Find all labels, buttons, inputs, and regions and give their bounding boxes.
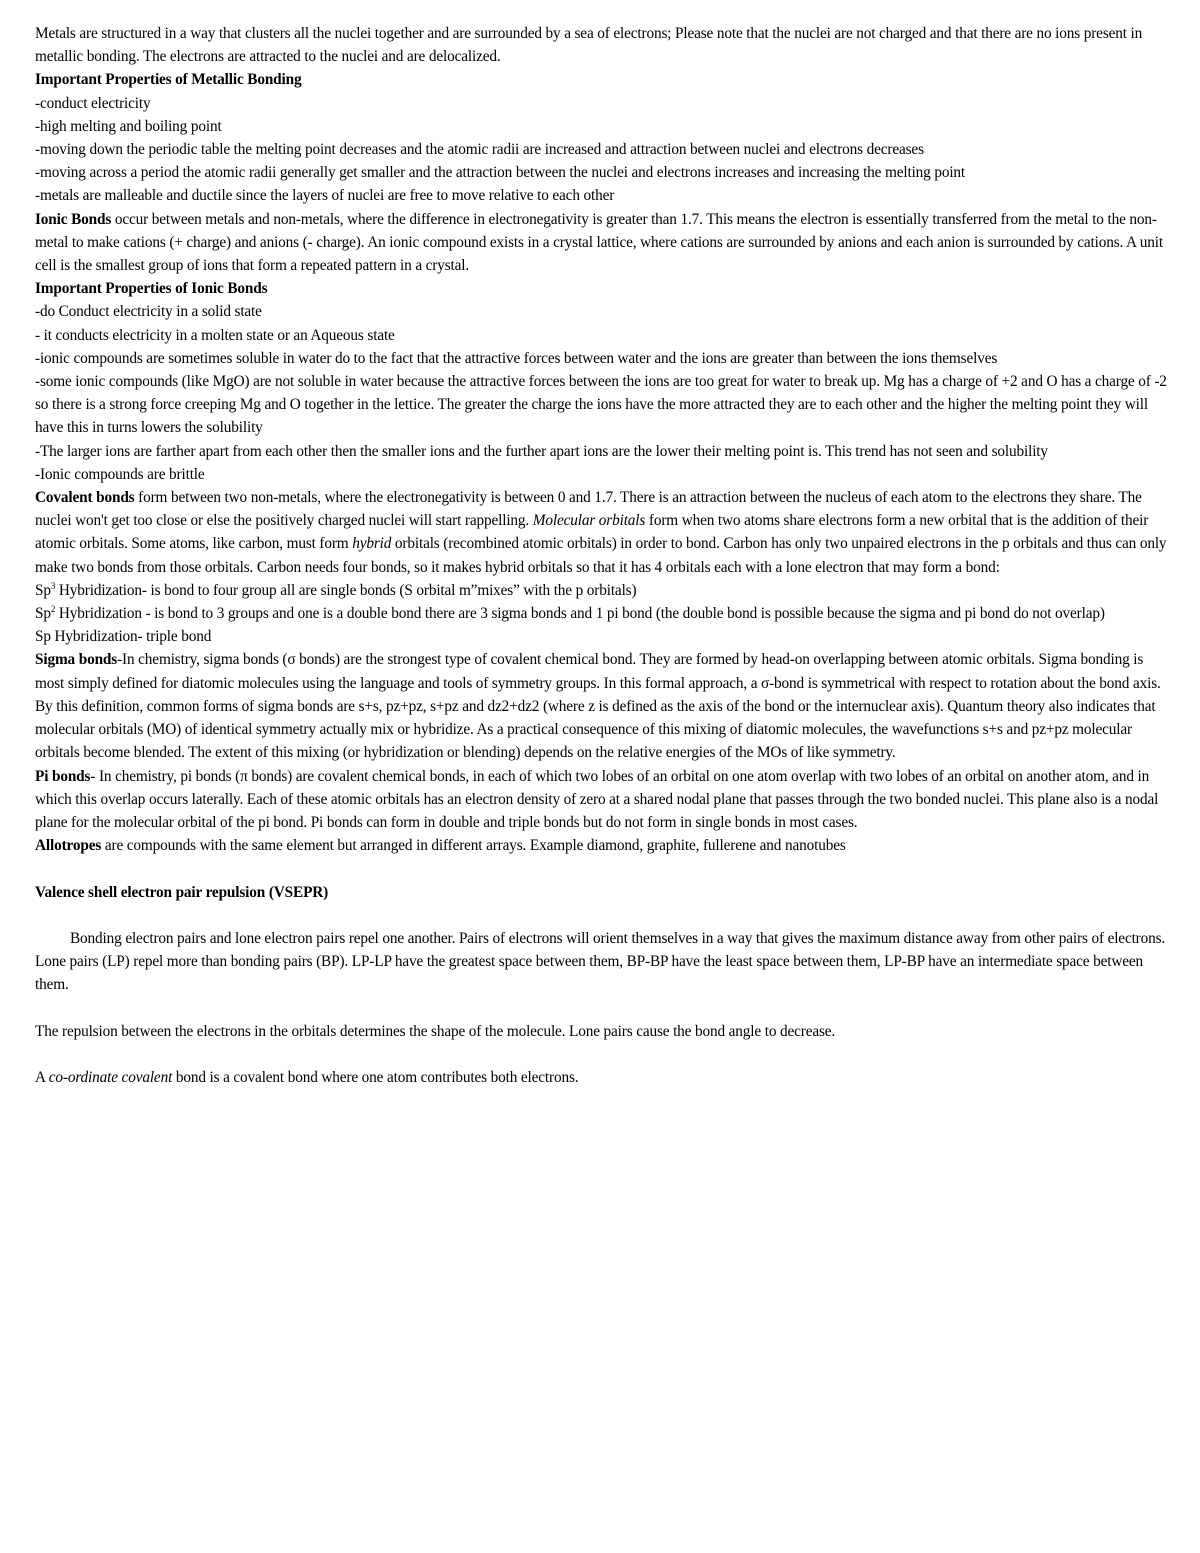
repulsion-paragraph: The repulsion between the electrons in the orbitals determines the shape of the molecule. Lone pairs cause the bond angle to decrease. xyxy=(35,1022,836,1040)
pi-term: Pi bonds xyxy=(35,767,91,785)
metallic-prop: -conduct electricity xyxy=(35,94,151,112)
spacer xyxy=(35,997,1167,1020)
vsepr-paragraph: Bonding electron pairs and lone electron pairs repel one another. Pairs of electrons will orient themselves in a way that gives the maximum distance away from other pairs of electrons. Lone pairs (LP) repel more than bonding pairs (BP). LP-LP have the greatest space between them, BP-BP have the least space between them, LP-BP have an intermediate space between them. xyxy=(35,929,1166,994)
allotropes-term: Allotropes xyxy=(35,837,102,855)
spacer xyxy=(35,857,1167,880)
sp3-line: Sp$^3$ Hybridization- is bond to four group all are single bonds (S orbital m”mixes” with the p orbitals) xyxy=(35,580,637,599)
metallic-prop: -moving down the periodic table the melting point decreases and the atomic radii are increased and attraction between nuclei and electrons decreases xyxy=(35,141,924,159)
metals-intro: Metals are structured in a way that clusters all the nuclei together and are surrounded by a sea of electrons; Please note that the nuclei are not charged and that there are no ions present in metallic bonding. The electrons are attracted to the nuclei and are delocalized. xyxy=(35,25,1143,66)
ionic-prop: -The larger ions are farther apart from each other then the smaller ions and the further apart ions are the lower their melting point is. This trend has not seen and solubility xyxy=(35,442,1048,460)
sigma-bonds-paragraph: Sigma bonds-In chemistry, sigma bonds (σ bonds) are the strongest type of covalent chemical bond. They are formed by head-on overlapping between atomic orbitals. Sigma bonding is most simply defined for diatomic molecules using the language and tools of symmetry groups. In this formal approach, a σ-bond is symmetrical with respect to rotation about the bond axis. By this definition, common forms of sigma bonds are s+s, pz+pz, s+pz and dz2+dz2 (where z is defined as the axis of the bond or the internuclear axis). Quantum theory also indicates that molecular orbitals (MO) of identical symmetry actually mix or hybridize. As a practical consequence of this mixing of diatomic molecules, the wavefunctions s+s and pz+pz molecular orbitals become blended. The extent of this mixing (or hybridization or blending) depends on the relative energies of the MOs of like symmetry. xyxy=(35,651,1161,762)
covalent-term: Covalent bonds xyxy=(35,489,135,507)
sp2-line: Sp$^2$ Hybridization - is bond to 3 groups and one is a double bond there are 3 sigma bonds and 1 pi bond (the double bond is possible because the sigma and pi bond do not overlap) xyxy=(35,604,1105,623)
metallic-heading: Important Properties of Metallic Bonding xyxy=(35,71,302,89)
coordinate-covalent-paragraph: A co-ordinate covalent bond is a covalent bond where one atom contributes both electrons. xyxy=(35,1069,579,1087)
sigma-term: Sigma bonds xyxy=(35,651,118,669)
metallic-prop: -metals are malleable and ductile since the layers of nuclei are free to move relative to each other xyxy=(35,187,615,205)
ionic-prop: -ionic compounds are sometimes soluble in water do to the fact that the attractive forces between water and the ions are greater than between the ions themselves xyxy=(35,349,998,367)
ionic-prop: -Ionic compounds are brittle xyxy=(35,465,205,483)
ionic-prop: - it conducts electricity in a molten state or an Aqueous state xyxy=(35,326,395,344)
ionic-prop: -do Conduct electricity in a solid state xyxy=(35,303,262,321)
ionic-heading: Important Properties of Ionic Bonds xyxy=(35,280,268,298)
spacer xyxy=(35,1043,1167,1066)
spacer xyxy=(35,904,1167,927)
covalent-bonds-paragraph: Covalent bonds form between two non-metals, where the electronegativity is between 0 and 1.7. There is an attraction between the nucleus of each atom to the electrons they share. The nuclei won't get too close or else the positively charged nuclei will start rappelling. Molecular orbitals form when two atoms share electrons form a new orbital that is the addition of their atomic orbitals. Some atoms, like carbon, must form hybrid orbitals (recombined atomic orbitals) in order to bond. Carbon has only two unpaired electrons in the p orbitals and thus can only make two bonds from those orbitals. Carbon needs four bonds, so it makes hybrid orbitals so that it has 4 orbitals each with a lone electron that may form a bond: xyxy=(35,489,1167,576)
ionic-bonds-paragraph: Ionic Bonds occur between metals and non-metals, where the difference in electronegativity is greater than 1.7. This means the electron is essentially transferred from the metal to the non-metal to make cations (+ charge) and anions (- charge). An ionic compound exists in a crystal lattice, where cations are surrounded by anions and each anion is surrounded by cations. A unit cell is the smallest group of ions that form a repeated pattern in a crystal. xyxy=(35,210,1163,275)
sp-line: Sp Hybridization- triple bond xyxy=(35,628,212,646)
metallic-prop: -high melting and boiling point xyxy=(35,117,222,135)
allotropes-paragraph: Allotropes are compounds with the same element but arranged in different arrays. Example diamond, graphite, fullerene and nanotubes xyxy=(35,837,846,855)
metallic-prop: -moving across a period the atomic radii generally get smaller and the attraction between the nuclei and electrons increases and increasing the melting point xyxy=(35,164,966,182)
vsepr-heading: Valence shell electron pair repulsion (VSEPR) xyxy=(35,883,329,901)
pi-bonds-paragraph: Pi bonds- In chemistry, pi bonds (π bonds) are covalent chemical bonds, in each of which two lobes of an orbital on one atom overlap with two lobes of an orbital on another atom, and in which this overlap occurs laterally. Each of these atomic orbitals has an electron density of zero at a shared nodal plane that passes through the two bonded nuclei. This plane also is a nodal plane for the molecular orbital of the pi bond. Pi bonds can form in double and triple bonds but do not form in single bonds in most cases. xyxy=(35,767,1159,831)
ionic-prop: -some ionic compounds (like MgO) are not soluble in water because the attractive forces between the ions are too great for water to break up. Mg has a charge of +2 and O has a charge of -2 so there is a strong force creeping Mg and O together in the lettice. The greater the charge the ions have the more attracted they are to each other and the higher the melting point they will have this in turns lowers the solubility xyxy=(35,373,1167,437)
ionic-term: Ionic Bonds xyxy=(35,210,112,228)
document-page xyxy=(35,22,1167,1089)
